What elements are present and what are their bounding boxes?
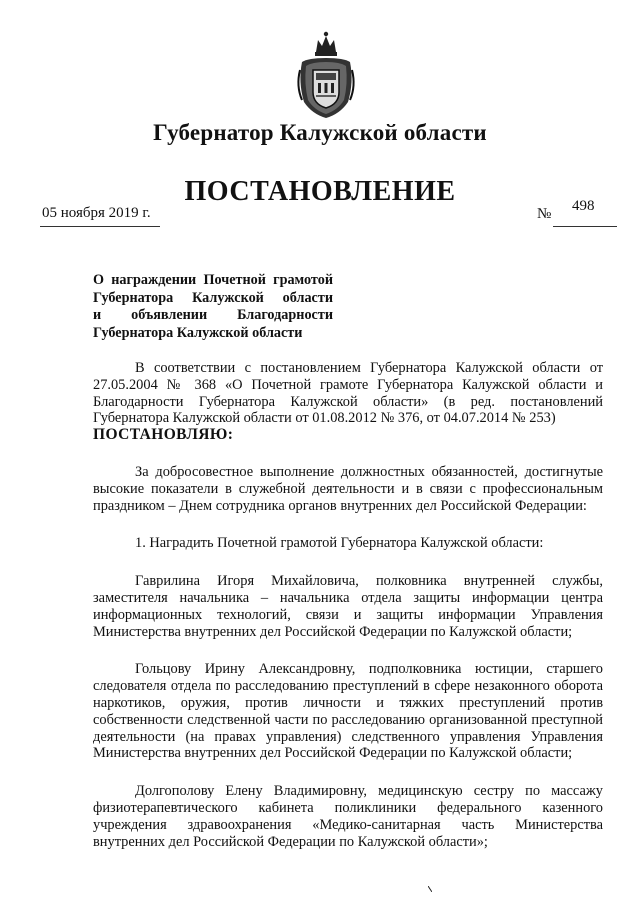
awardee-paragraph: Гольцову Ирину Александровну, подполковника юстиции, старшего следователя отдела по расследованию преступлений в сфере незаконного оборота наркотиков, оружия, против личности и тяжких преступлений против собственности следственной части по расследованию организованной преступной деятельности (на правах управления) следственного управления Управления Министерства внутренних дел Российской Федерации по Калужской области; <box>93 661 603 762</box>
issuer-title: Губернатор Калужской области <box>153 120 487 145</box>
scan-mark <box>428 886 432 892</box>
decree-word: ПОСТАНОВЛЯЮ: <box>93 426 234 444</box>
number-label: № <box>537 206 552 222</box>
number-underline <box>553 226 617 227</box>
preamble-paragraph: В соответствии с постановлением Губернатора Калужской области от 27.05.2004 № 368 «О Почетной грамоте Губернатора Калужской области и Благодарности Губернатора Калужской области» (в ред. постановлений Губернатора Калужской области от 01.08.2012 № 376, от 04.07.2014 № 253) <box>93 360 603 427</box>
coat-of-arms-emblem <box>294 30 358 120</box>
decree-number: 498 <box>572 198 595 214</box>
subject-line: О награждении Почетной грамотой <box>93 272 333 288</box>
decree-subject <box>93 272 333 342</box>
document-type: ПОСТАНОВЛЕНИЕ <box>184 176 456 207</box>
subject-line: Губернатора Калужской области <box>93 289 333 306</box>
subject-line: Губернатора Калужской области <box>93 324 303 341</box>
date-underline <box>40 226 160 227</box>
awardee-paragraph: Долгополову Елену Владимировну, медицинскую сестру по массажу физиотерапевтического кабинета поликлиники федерального казенного учреждения здравоохранения «Медико-санитарная часть Министерства внутренних дел Российской Федерации по Калужской области»; <box>93 783 603 850</box>
decree-date: 05 ноября 2019 г. <box>42 205 151 221</box>
awardee-paragraph: Гаврилина Игоря Михайловича, полковника внутренней службы, заместителя начальника – начальника отдела защиты информации центра информационных технологий, связи и защиты информации Управления Министерства внутренних дел Российской Федерации по Калужской области; <box>93 573 603 640</box>
decree-body <box>93 360 603 850</box>
item-heading: 1. Наградить Почетной грамотой Губернатора Калужской области: <box>135 535 544 552</box>
reason-paragraph: За добросовестное выполнение должностных обязанностей, достигнутые высокие показатели в служебной деятельности и в связи с профессиональным праздником – Днем сотрудника органов внутренних дел Российской Федерации: <box>93 463 603 514</box>
subject-line: и объявлении Благодарности <box>93 307 333 323</box>
